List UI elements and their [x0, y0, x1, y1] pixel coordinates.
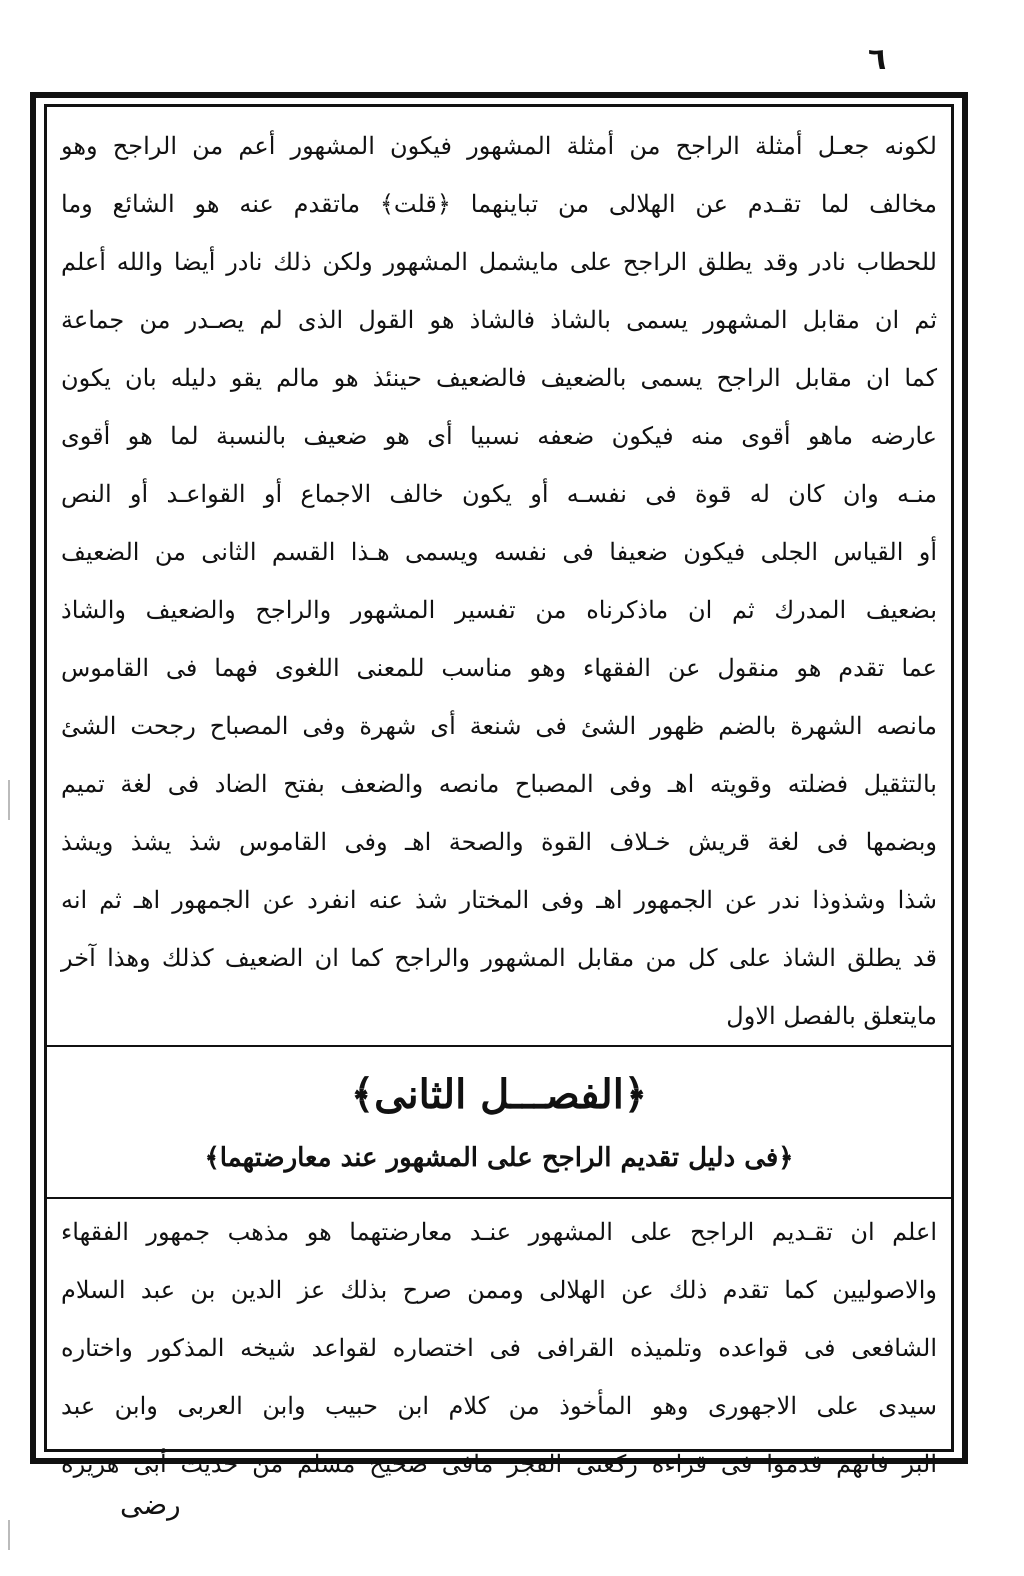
text-line: اعلم ان تقـديم الراجح على المشهور عنـد معارضتهما هو مذهب جمهور الفقهاء	[61, 1218, 937, 1246]
text-line: شذا وشذوذا ندر عن الجمهور اهـ وفى المختار شذ عنه انفرد عن الجمهور اهـ ثم انه	[61, 886, 937, 914]
text-line: سيدى على الاجهورى وهو المأخوذ من كلام ابن حبيب وابن العربى وابن عبد	[61, 1392, 937, 1420]
text-line: عما تقدم هو منقول عن الفقهاء وهو مناسب للمعنى اللغوى فهما فى القاموس	[61, 654, 937, 682]
text-line: منـه وان كان له قوة فى نفسـه أو يكون خالف الاجماع أو القواعـد أو النص	[61, 480, 937, 508]
text-line: لكونه جعـل أمثلة الراجح من أمثلة المشهور فيكون المشهور أعم من الراجح وهو	[61, 132, 937, 160]
section-one-text	[47, 107, 951, 1045]
margin-mark	[8, 1520, 10, 1550]
text-line: مايتعلق بالفصل الاول	[726, 1002, 937, 1030]
chapter-heading	[47, 1047, 951, 1197]
text-line: مانصه الشهرة بالضم ظهور الشئ فى شنعة أى شهرة وفى المصباح رجحت الشئ	[61, 712, 937, 740]
page-number: ٦	[868, 42, 887, 77]
text-line: كما ان مقابل الراجح يسمى بالضعيف فالضعيف حينئذ هو مالم يقو دليله بان يكون	[61, 364, 937, 392]
text-line: بالتثقيل فضلته وقويته اهـ وفى المصباح مانصه والضعف بفتح الضاد فى لغة تميم	[61, 770, 937, 798]
text-line: قد يطلق الشاذ على كل من مقابل المشهور والراجح كما ان الضعيف كذلك وهذا آخر	[61, 944, 938, 972]
chapter-title: ﴿الفصـــل الثانى﴾	[350, 1071, 648, 1118]
text-line: للحطاب نادر وقد يطلق الراجح على مايشمل المشهور ولكن ذلك نادر أيضا والله أعلم	[61, 248, 937, 276]
text-line: الشافعى فى قواعده وتلميذه القرافى فى اختصاره لقواعد شيخه المذكور واختاره	[61, 1334, 937, 1362]
text-line: وبضمها فى لغة قريش خـلاف القوة والصحة اهـ وفى القاموس شذ يشذ ويشذ	[61, 828, 937, 856]
chapter-subtitle: ﴿فى دليل تقديم الراجح على المشهور عند معارضتهما﴾	[204, 1143, 794, 1173]
catchword: رضى	[120, 1488, 181, 1521]
text-line: أو القياس الجلى فيكون ضعيفا فى نفسه ويسمى هـذا القسم الثانى من الضعيف	[61, 538, 937, 566]
page-frame-inner	[44, 104, 954, 1478]
text-line: عارضه ماهو أقوى منه فيكون ضعفه نسبيا أى هو ضعيف بالنسبة لما هو أقوى	[61, 422, 937, 450]
margin-mark	[8, 780, 10, 820]
text-line: البر فانهم قدموا فى قراءة ركعتى الفجر مافى صحيح مسلم من حديث أبى هريرة	[61, 1450, 938, 1478]
text-line: بضعيف المدرك ثم ان ماذكرناه من تفسير المشهور والراجح والضعيف والشاذ	[61, 596, 937, 624]
section-two-text	[47, 1199, 951, 1493]
text-line: والاصوليين كما تقدم ذلك عن الهلالى وممن صرح بذلك عز الدين بن عبد السلام	[61, 1276, 938, 1304]
text-line: ثم ان مقابل المشهور يسمى بالشاذ فالشاذ هو القول الذى لم يصـدر من جماعة	[61, 306, 937, 334]
text-line: مخالف لما تقـدم عن الهلالى من تباينهما ﴿قلت﴾ ماتقدم عنه هو الشائع وما	[61, 190, 937, 218]
